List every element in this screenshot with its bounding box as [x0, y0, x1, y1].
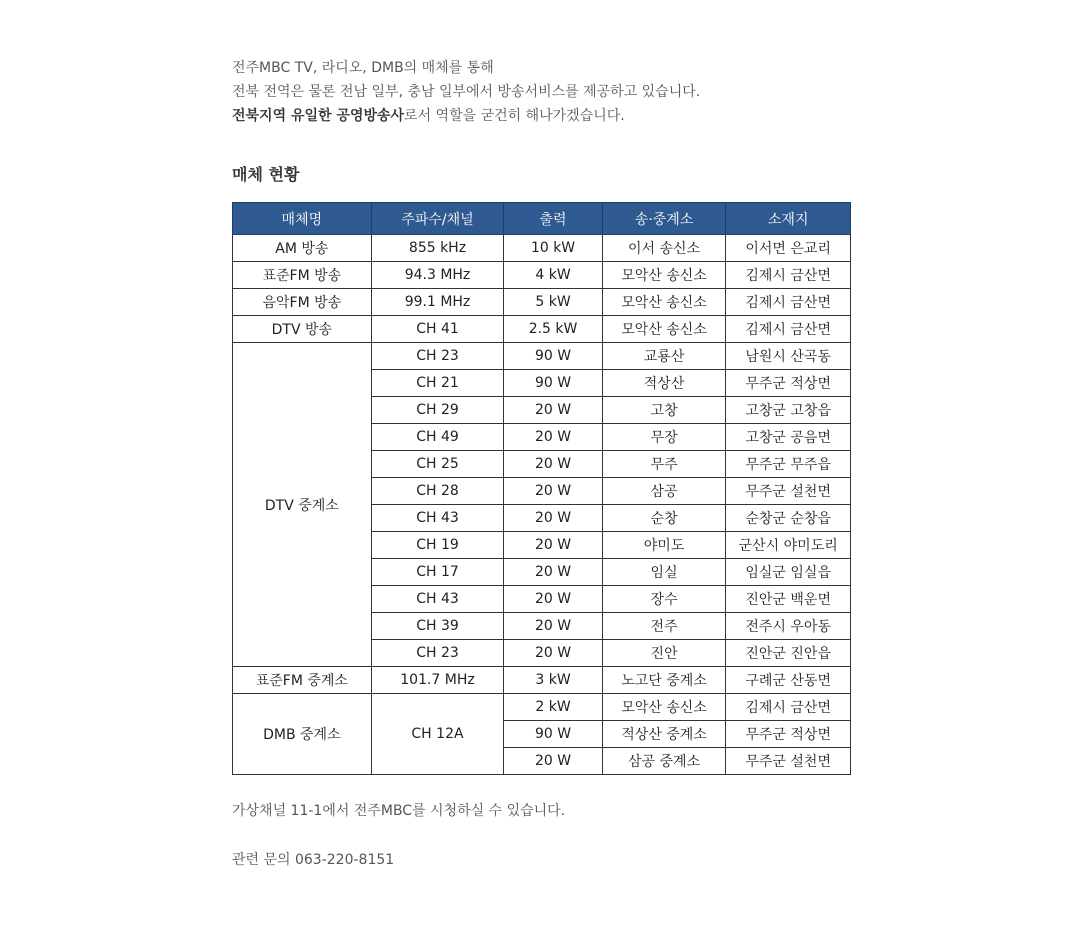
power-cell: 20 W — [504, 505, 602, 532]
channel-cell: CH 28 — [371, 478, 504, 505]
location-cell: 김제시 금산면 — [726, 316, 851, 343]
table-row — [233, 235, 851, 262]
media-name-cell: 표준FM 중계소 — [233, 667, 372, 694]
contact-info: 관련 문의 063-220-8151 — [232, 852, 395, 868]
location-cell: 무주군 적상면 — [726, 721, 851, 748]
channel-cell: CH 21 — [371, 370, 504, 397]
table-row — [233, 343, 851, 370]
power-cell: 90 W — [504, 370, 602, 397]
station-cell: 삼공 — [602, 478, 726, 505]
header-station: 송·중계소 — [602, 203, 726, 235]
power-cell: 20 W — [504, 424, 602, 451]
channel-cell: 855 kHz — [371, 235, 504, 262]
location-cell: 남원시 산곡동 — [726, 343, 851, 370]
power-cell: 90 W — [504, 343, 602, 370]
virtual-channel-note: 가상채널 11-1에서 전주MBC를 시청하실 수 있습니다. — [232, 803, 566, 819]
table-row — [233, 667, 851, 694]
intro-text — [232, 56, 700, 128]
table-row — [233, 694, 851, 721]
channel-cell: 101.7 MHz — [371, 667, 504, 694]
intro-line-3-rest: 로서 역할을 굳건히 해나가겠습니다. — [404, 108, 625, 124]
media-name-cell: 음악FM 방송 — [233, 289, 372, 316]
location-cell: 김제시 금산면 — [726, 262, 851, 289]
intro-line-3-bold: 전북지역 유일한 공영방송사 — [232, 108, 405, 124]
station-cell: 적상산 — [602, 370, 726, 397]
channel-cell: CH 19 — [371, 532, 504, 559]
power-cell: 20 W — [504, 559, 602, 586]
power-cell: 3 kW — [504, 667, 602, 694]
intro-line-2: 전북 전역은 물론 전남 일부, 충남 일부에서 방송서비스를 제공하고 있습니다. — [232, 84, 701, 100]
header-location: 소재지 — [726, 203, 851, 235]
station-cell: 모악산 송신소 — [602, 694, 726, 721]
station-cell: 이서 송신소 — [602, 235, 726, 262]
channel-cell: CH 25 — [371, 451, 504, 478]
power-cell: 20 W — [504, 451, 602, 478]
power-cell: 5 kW — [504, 289, 602, 316]
power-cell: 20 W — [504, 586, 602, 613]
header-power: 출력 — [504, 203, 602, 235]
media-name-cell: DTV 중계소 — [233, 343, 372, 667]
table-row — [233, 262, 851, 289]
station-cell: 장수 — [602, 586, 726, 613]
station-cell: 무장 — [602, 424, 726, 451]
channel-cell: CH 43 — [371, 505, 504, 532]
media-name-cell: DMB 중계소 — [233, 694, 372, 775]
power-cell: 90 W — [504, 721, 602, 748]
location-cell: 이서면 은교리 — [726, 235, 851, 262]
location-cell: 진안군 진안읍 — [726, 640, 851, 667]
station-cell: 삼공 중계소 — [602, 748, 726, 775]
location-cell: 무주군 설천면 — [726, 748, 851, 775]
station-cell: 노고단 중계소 — [602, 667, 726, 694]
station-cell: 진안 — [602, 640, 726, 667]
table-row — [233, 316, 851, 343]
location-cell: 무주군 적상면 — [726, 370, 851, 397]
station-cell: 임실 — [602, 559, 726, 586]
location-cell: 진안군 백운면 — [726, 586, 851, 613]
location-cell: 순창군 순창읍 — [726, 505, 851, 532]
channel-cell: CH 43 — [371, 586, 504, 613]
location-cell: 군산시 야미도리 — [726, 532, 851, 559]
station-cell: 무주 — [602, 451, 726, 478]
channel-cell: CH 39 — [371, 613, 504, 640]
station-cell: 야미도 — [602, 532, 726, 559]
location-cell: 고창군 공음면 — [726, 424, 851, 451]
station-cell: 순창 — [602, 505, 726, 532]
location-cell: 무주군 무주읍 — [726, 451, 851, 478]
table-body — [233, 235, 851, 775]
location-cell: 임실군 임실읍 — [726, 559, 851, 586]
station-cell: 전주 — [602, 613, 726, 640]
station-cell: 모악산 송신소 — [602, 289, 726, 316]
power-cell: 10 kW — [504, 235, 602, 262]
location-cell: 구례군 산동면 — [726, 667, 851, 694]
location-cell: 고창군 고창읍 — [726, 397, 851, 424]
location-cell: 김제시 금산면 — [726, 694, 851, 721]
power-cell: 20 W — [504, 613, 602, 640]
channel-cell: CH 29 — [371, 397, 504, 424]
station-cell: 모악산 송신소 — [602, 316, 726, 343]
location-cell: 무주군 설천면 — [726, 478, 851, 505]
channel-cell: CH 23 — [371, 640, 504, 667]
power-cell: 20 W — [504, 640, 602, 667]
intro-line-1: 전주MBC TV, 라디오, DMB의 매체를 통해 — [232, 60, 494, 76]
channel-cell: 99.1 MHz — [371, 289, 504, 316]
table-row — [233, 289, 851, 316]
media-table — [232, 202, 851, 775]
channel-cell: CH 12A — [371, 694, 504, 775]
power-cell: 2.5 kW — [504, 316, 602, 343]
power-cell: 20 W — [504, 532, 602, 559]
location-cell: 김제시 금산면 — [726, 289, 851, 316]
channel-cell: CH 17 — [371, 559, 504, 586]
power-cell: 20 W — [504, 748, 602, 775]
station-cell: 적상산 중계소 — [602, 721, 726, 748]
power-cell: 20 W — [504, 397, 602, 424]
section-title: 매체 현황 — [232, 165, 300, 184]
channel-cell: 94.3 MHz — [371, 262, 504, 289]
station-cell: 모악산 송신소 — [602, 262, 726, 289]
power-cell: 20 W — [504, 478, 602, 505]
media-name-cell: 표준FM 방송 — [233, 262, 372, 289]
channel-cell: CH 41 — [371, 316, 504, 343]
station-cell: 고창 — [602, 397, 726, 424]
power-cell: 4 kW — [504, 262, 602, 289]
intro-line-3 — [232, 104, 700, 128]
channel-cell: CH 49 — [371, 424, 504, 451]
media-name-cell: DTV 방송 — [233, 316, 372, 343]
power-cell: 2 kW — [504, 694, 602, 721]
channel-cell: CH 23 — [371, 343, 504, 370]
media-name-cell: AM 방송 — [233, 235, 372, 262]
location-cell: 전주시 우아동 — [726, 613, 851, 640]
station-cell: 교룡산 — [602, 343, 726, 370]
table-header-row — [233, 203, 851, 235]
header-media: 매체명 — [233, 203, 372, 235]
header-channel: 주파수/채널 — [371, 203, 504, 235]
